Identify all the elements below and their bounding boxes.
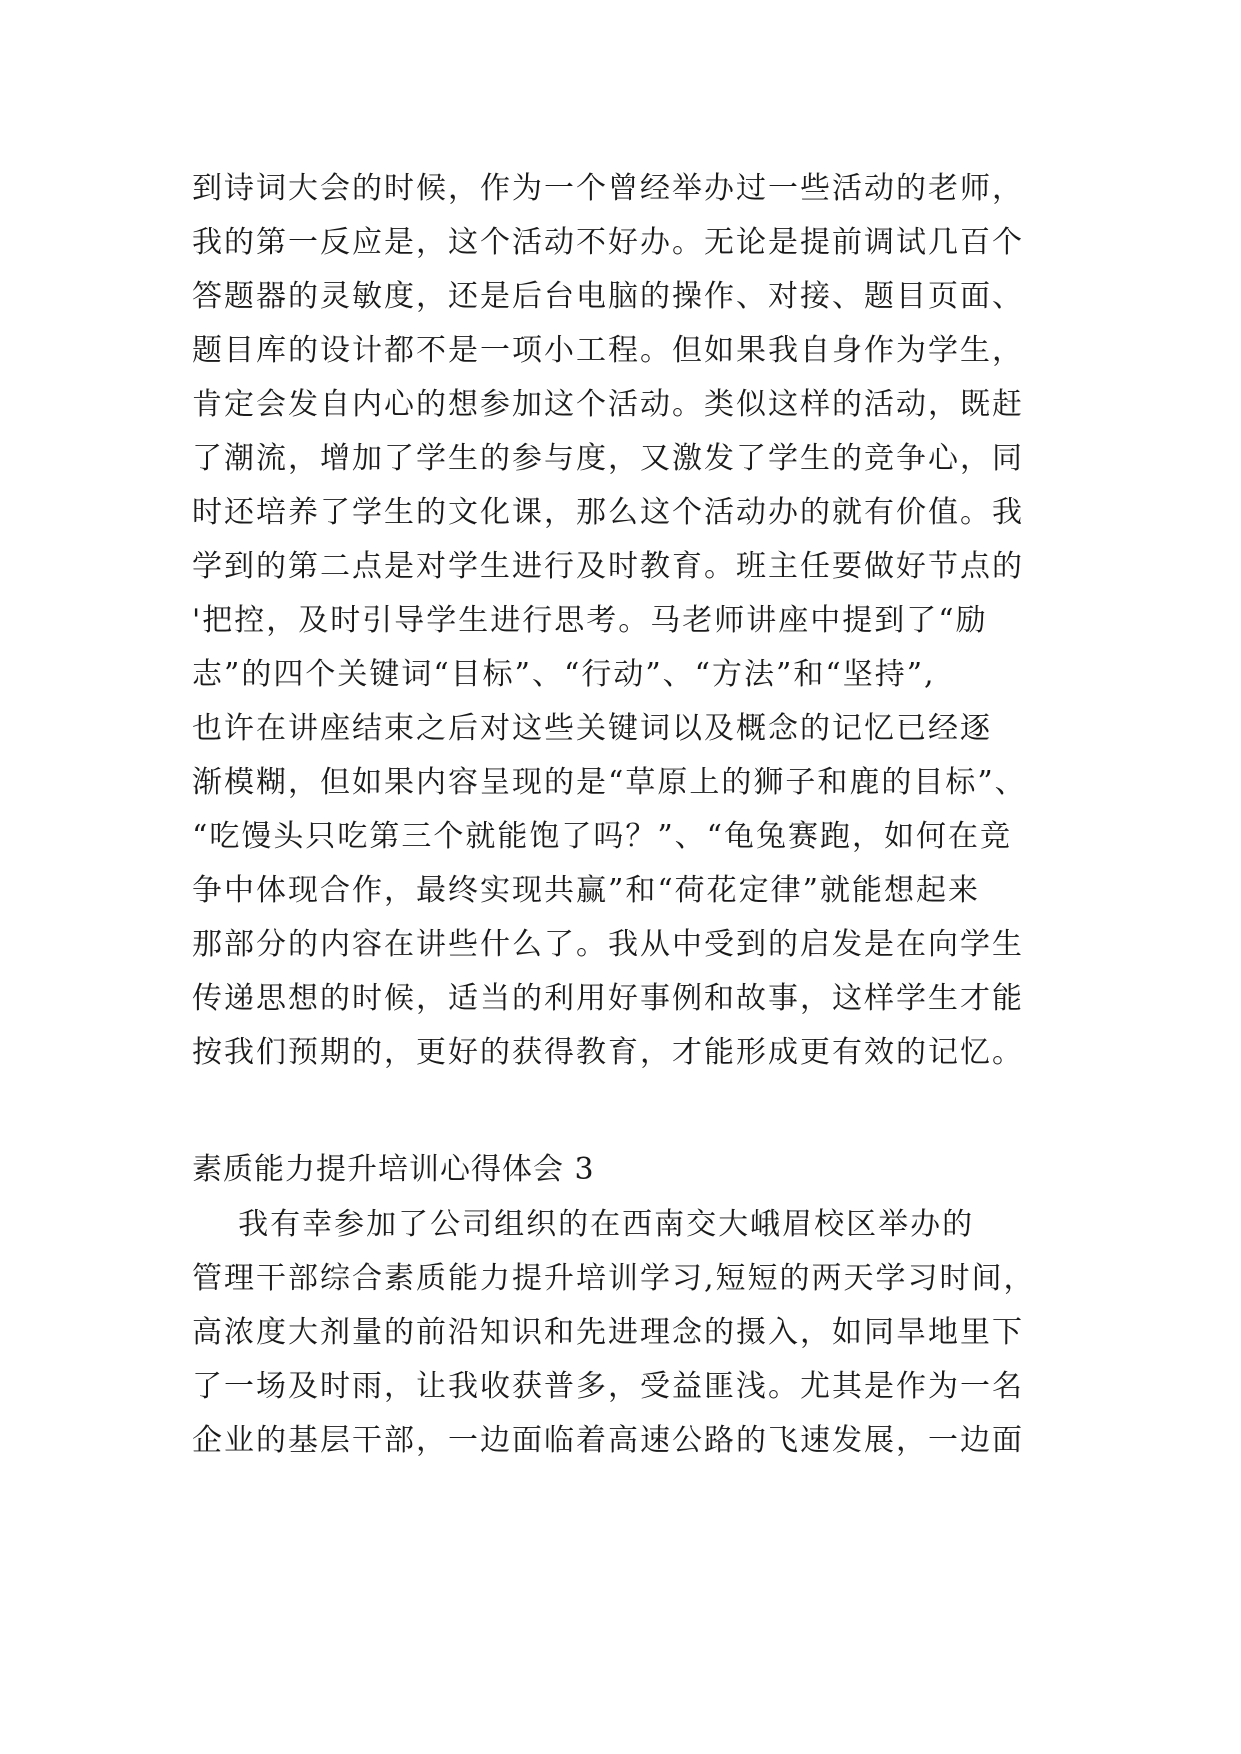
section-2-paragraph bbox=[192, 1198, 1072, 1468]
paragraph-line: 高浓度大剂量的前沿知识和先进理念的摄入，如同旱地里下 bbox=[192, 1315, 1024, 1350]
paragraph-line: 传递思想的时候，适当的利用好事例和故事，这样学生才能 bbox=[192, 981, 1024, 1016]
paragraph-line: 渐模糊，但如果内容呈现的是“草原上的狮子和鹿的目标”、 bbox=[192, 765, 1027, 800]
paragraph-line: 题目库的设计都不是一项小工程。但如果我自身作为学生， bbox=[192, 333, 1024, 368]
paragraph-line: 也许在讲座结束之后对这些关键词以及概念的记忆已经逐 bbox=[192, 711, 992, 746]
paragraph-line: 肯定会发自内心的想参加这个活动。类似这样的活动，既赶 bbox=[192, 387, 1024, 422]
paragraph-line: 时还培养了学生的文化课，那么这个活动办的就有价值。我 bbox=[192, 495, 1024, 530]
paragraph-line: 企业的基层干部，一边面临着高速公路的飞速发展，一边面 bbox=[192, 1423, 1024, 1458]
paragraph-line: 到诗词大会的时候，作为一个曾经举办过一些活动的老师， bbox=[192, 171, 1024, 206]
paragraph-line: “吃馒头只吃第三个就能饱了吗？”、“龟兔赛跑，如何在竞 bbox=[192, 819, 1013, 854]
document-body bbox=[192, 162, 1072, 1468]
paragraph-line: 按我们预期的，更好的获得教育，才能形成更有效的记忆。 bbox=[192, 1035, 1024, 1070]
paragraph-line: 我有幸参加了公司组织的在西南交大峨眉校区举办的 bbox=[192, 1207, 975, 1242]
section-spacer bbox=[192, 1080, 1072, 1142]
paragraph-line: 我的第一反应是，这个活动不好办。无论是提前调试几百个 bbox=[192, 225, 1024, 260]
paragraph-line: 争中体现合作，最终实现共赢”和“荷花定律”就能想起来 bbox=[192, 873, 981, 908]
paragraph-line: 学到的第二点是对学生进行及时教育。班主任要做好节点的 bbox=[192, 549, 1024, 584]
paragraph-line: 志”的四个关键词“目标”、“行动”、“方法”和“坚持”, bbox=[192, 657, 936, 692]
paragraph-line: 答题器的灵敏度，还是后台电脑的操作、对接、题目页面、 bbox=[192, 279, 1024, 314]
paragraph-line: 了一场及时雨，让我收获普多，受益匪浅。尤其是作为一名 bbox=[192, 1369, 1024, 1404]
paragraph-line: 管理干部综合素质能力提升培训学习,短短的两天学习时间， bbox=[192, 1261, 1036, 1296]
paragraph-line: 那部分的内容在讲些什么了。我从中受到的启发是在向学生 bbox=[192, 927, 1024, 962]
section-1-paragraph bbox=[192, 162, 1072, 1080]
paragraph-line: '把控，及时引导学生进行思考。马老师讲座中提到了“励 bbox=[192, 603, 988, 638]
section-heading: 素质能力提升培训心得体会 3 bbox=[192, 1152, 595, 1187]
paragraph-line: 了潮流，增加了学生的参与度，又激发了学生的竞争心，同 bbox=[192, 441, 1024, 476]
